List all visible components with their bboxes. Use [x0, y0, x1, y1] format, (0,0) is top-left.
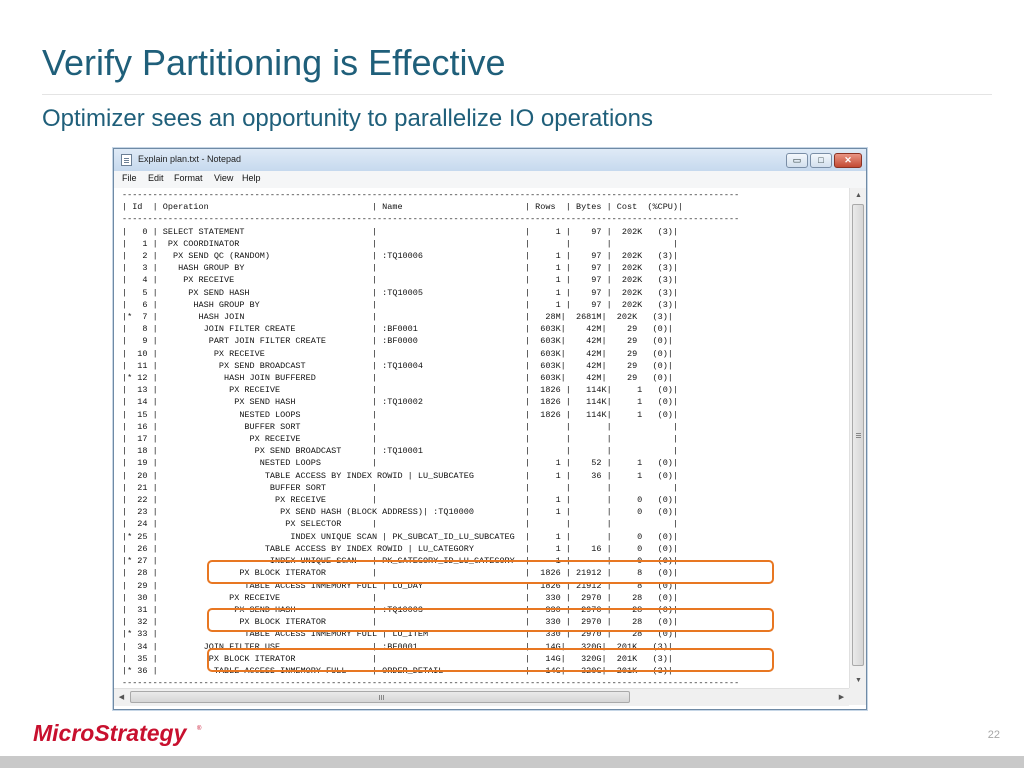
notepad-app-icon — [121, 154, 132, 166]
scrollbar-corner — [849, 688, 866, 705]
grip-icon — [379, 695, 380, 700]
scroll-up-arrow-icon[interactable]: ▲ — [855, 192, 862, 199]
title-divider — [42, 94, 992, 95]
footer-band — [0, 756, 1024, 768]
text-editor-area[interactable] — [114, 188, 849, 688]
scroll-down-arrow-icon[interactable]: ▼ — [855, 677, 862, 684]
scroll-left-arrow-icon[interactable]: ◀ — [118, 694, 125, 701]
scroll-right-arrow-icon[interactable]: ▶ — [838, 694, 845, 701]
microstrategy-logo — [33, 716, 203, 750]
menu-bar — [114, 171, 866, 189]
slide-subtitle: Optimizer sees an opportunity to parallelize IO operations — [42, 105, 653, 132]
menu-view[interactable]: View — [214, 173, 234, 183]
maximize-button[interactable]: □ — [810, 153, 832, 168]
vertical-scrollbar[interactable] — [849, 188, 867, 688]
grip-icon — [856, 433, 861, 434]
window-title: Explain plan.txt - Notepad — [138, 154, 242, 164]
page-number: 22 — [987, 729, 1000, 741]
slide-title: Verify Partitioning is Effective — [42, 42, 506, 83]
menu-help[interactable]: Help — [242, 173, 261, 183]
menu-file[interactable]: File — [122, 173, 137, 183]
notepad-window — [113, 148, 867, 710]
minimize-button[interactable]: ▭ — [786, 153, 808, 168]
notepad-titlebar[interactable] — [114, 149, 866, 172]
vertical-scroll-thumb[interactable] — [852, 204, 864, 666]
logo-text: MicroStrategy — [33, 720, 187, 746]
explain-plan-text: ------------------------------------------------------------------------------------------------------------------------- | Id | Operation | Name | Rows | Bytes | Cost (%CPU)| ------------------------------------------------------------------------------------------------------------------------- | 0 | SELECT STATEMENT | | 1 | 97 | 202K (3)| | 1 | PX COORDINATOR | | | | | | 2 | PX SEND QC (RANDOM) | :TQ10006 | 1 | 97 | 202K (3)| | 3 | HASH GROUP BY | | 1 | 97 | 202K (3)| | 4 | PX RECEIVE | | 1 | 97 | 202K (3)| | 5 | PX SEND HASH | :TQ10005 | 1 | 97 | 202K (3)| | 6 | HASH GROUP BY | | 1 | 97 | 202K (3)| |* 7 | HASH JOIN | | 28M| 2681M| 202K (3)| | 8 | JOIN FILTER CREATE | :BF0001 | 603K| 42M| 29 (0)| | 9 | PART JOIN FILTER CREATE | :BF0000 | 603K| 42M| 29 (0)| | 10 | PX RECEIVE | | 603K| 42M| 29 (0)| | 11 | PX SEND BROADCAST | :TQ10004 | 603K| 42M| 29 (0)| |* 12 | HASH JOIN BUFFERED | | 603K| 42M| 29 (0)| | 13 | PX RECEIVE | | 1826 | 114K| 1 (0)| | 14 | PX SEND HASH | :TQ10002 | 1826 | 114K| 1 (0)| | 15 | NESTED LOOPS | | 1826 | 114K| 1 (0)| | 16 | BUFFER SORT | | | | | | 17 | PX RECEIVE | | | | | | 18 | PX SEND BROADCAST | :TQ10001 | | | | | 19 | NESTED LOOPS | | 1 | 52 | 1 (0)| | 20 | TABLE ACCESS BY INDEX ROWID | LU_SUBCATEG | 1 | 36 | 1 (0)| | 21 | BUFFER SORT | | | | | | 22 | PX RECEIVE | | 1 | | 0 (0)| | 23 | PX SEND HASH (BLOCK ADDRESS)| :TQ10000 | 1 | | 0 (0)| | 24 | PX SELECTOR | | | | | |* 25 | INDEX UNIQUE SCAN | PK_SUBCAT_ID_LU_SUBCATEG | 1 | | 0 (0)| | 26 | TABLE ACCESS BY INDEX ROWID | LU_CATEGORY | 1 | 16 | 0 (0)| |* 27 | INDEX UNIQUE SCAN | PK_CATEGORY_ID_LU_CATEGORY | 1 | | 0 (0)| | 28 | PX BLOCK ITERATOR | | 1826 | 21912 | 8 (0)| | 29 | TABLE ACCESS INMEMORY FULL | LU_DAY | 1826 | 21912 | 8 (0)| | 30 | PX RECEIVE | | 330 | 2970 | 28 (0)| | 31 | PX SEND HASH | :TQ10003 | 330 | 2970 | 28 (0)| | 32 | PX BLOCK ITERATOR | | 330 | 2970 | 28 (0)| |* 33 | TABLE ACCESS INMEMORY FULL | LU_ITEM | 330 | 2970 | 28 (0)| | 34 | JOIN FILTER USE | :BF0001 | 14G| 320G| 201K (3)| | 35 | PX BLOCK ITERATOR | | 14G| 320G| 201K (3)| |* 36 | TABLE ACCESS INMEMORY FULL | ORDER_DETAIL | 14G| 320G| 201K (3)| ------------------------------------------------------------------------------------------------------------------------- — [122, 190, 740, 688]
horizontal-scroll-thumb[interactable] — [130, 691, 630, 703]
horizontal-scrollbar[interactable] — [114, 688, 849, 706]
menu-format[interactable]: Format — [174, 173, 203, 183]
close-button[interactable]: ✕ — [834, 153, 862, 168]
menu-edit[interactable]: Edit — [148, 173, 164, 183]
trademark-symbol: ® — [197, 726, 202, 732]
